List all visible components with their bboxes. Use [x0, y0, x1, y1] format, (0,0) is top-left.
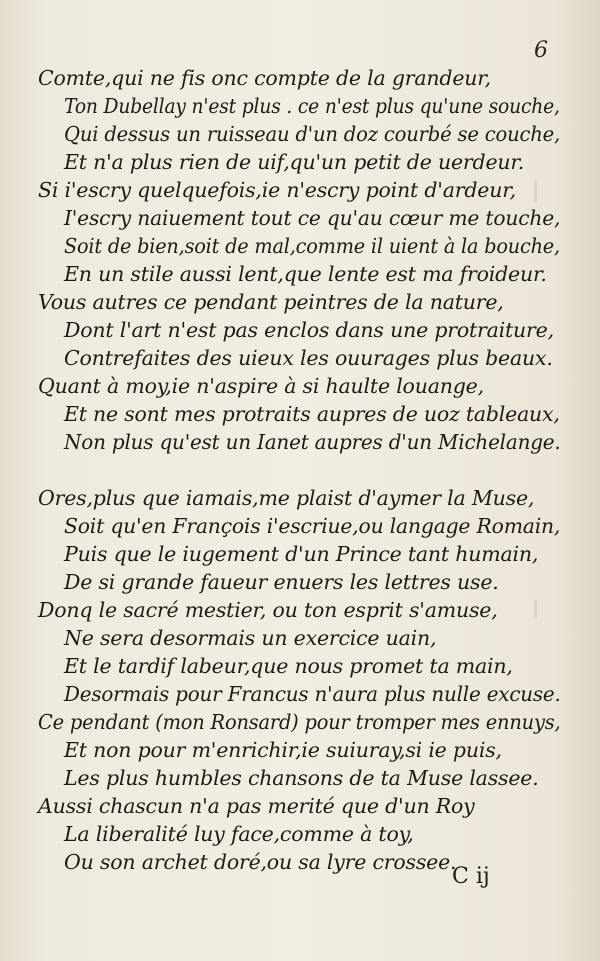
- verse-line: Desormais pour Francus n'aura plus nulle excuse.: [64, 682, 561, 706]
- verse-line: Dont l'art n'est pas enclos dans une protraiture,: [64, 318, 554, 342]
- verse-line: Ores,plus que iamais,me plaist d'aymer la Muse,: [38, 486, 535, 510]
- ink-bleed-mark: [534, 180, 537, 202]
- ink-bleed-mark: [534, 600, 537, 618]
- verse-line: La liberalité luy face,comme à toy,: [64, 822, 414, 846]
- verse-line: Vous autres ce pendant peintres de la nature,: [38, 290, 504, 314]
- verse-line: Qui dessus un ruisseau d'un doz courbé se couche,: [64, 122, 561, 146]
- verse-line: Soit de bien,soit de mal,comme il uient à la bouche,: [64, 234, 560, 258]
- verse-line: Soit qu'en François i'escriue,ou langage Romain,: [64, 514, 561, 538]
- verse-line: De si grande faueur enuers les lettres use.: [64, 570, 499, 594]
- verse-line: Puis que le iugement d'un Prince tant humain,: [64, 542, 539, 566]
- verse-line: Comte,qui ne fis onc compte de la grandeur,: [38, 66, 491, 90]
- catchword-signature: C ij: [452, 864, 490, 889]
- verse-line: Donq le sacré mestier, ou ton esprit s'amuse,: [38, 598, 498, 622]
- verse-line: Ton Dubellay n'est plus . ce n'est plus qu'une souche,: [64, 94, 560, 118]
- verse-line: Et ne sont mes protraits aupres de uoz tableaux,: [64, 402, 560, 426]
- verse-line: Quant à moy,ie n'aspire à si haulte louange,: [38, 374, 484, 398]
- verse-line: Ou son archet doré,ou sa lyre crossee.: [64, 850, 457, 874]
- verse-line: Et le tardif labeur,que nous promet ta main,: [64, 654, 513, 678]
- verse-line: Si i'escry quelquefois,ie n'escry point d'ardeur,: [38, 178, 516, 202]
- verse-line: Aussi chascun n'a pas merité que d'un Roy: [38, 794, 475, 818]
- verse-line: Ce pendant (mon Ronsard) pour tromper mes ennuys,: [38, 710, 561, 734]
- verse-line: Et non pour m'enrichir,ie suiuray,si ie puis,: [64, 738, 502, 762]
- verse-line: Et n'a plus rien de uif,qu'un petit de uerdeur.: [64, 150, 525, 174]
- verse-line: En un stile aussi lent,que lente est ma froideur.: [64, 262, 547, 286]
- verse-line: Ne sera desormais un exercice uain,: [64, 626, 437, 650]
- verse-line: Non plus qu'est un Ianet aupres d'un Michelange.: [64, 430, 561, 454]
- verse-line: I'escry naiuement tout ce qu'au cœur me touche,: [64, 206, 561, 230]
- verse-line: Les plus humbles chansons de ta Muse lassee.: [64, 766, 539, 790]
- verse-line: Contrefaites des uieux les ouurages plus beaux.: [64, 346, 553, 370]
- folio-number: 6: [534, 38, 548, 63]
